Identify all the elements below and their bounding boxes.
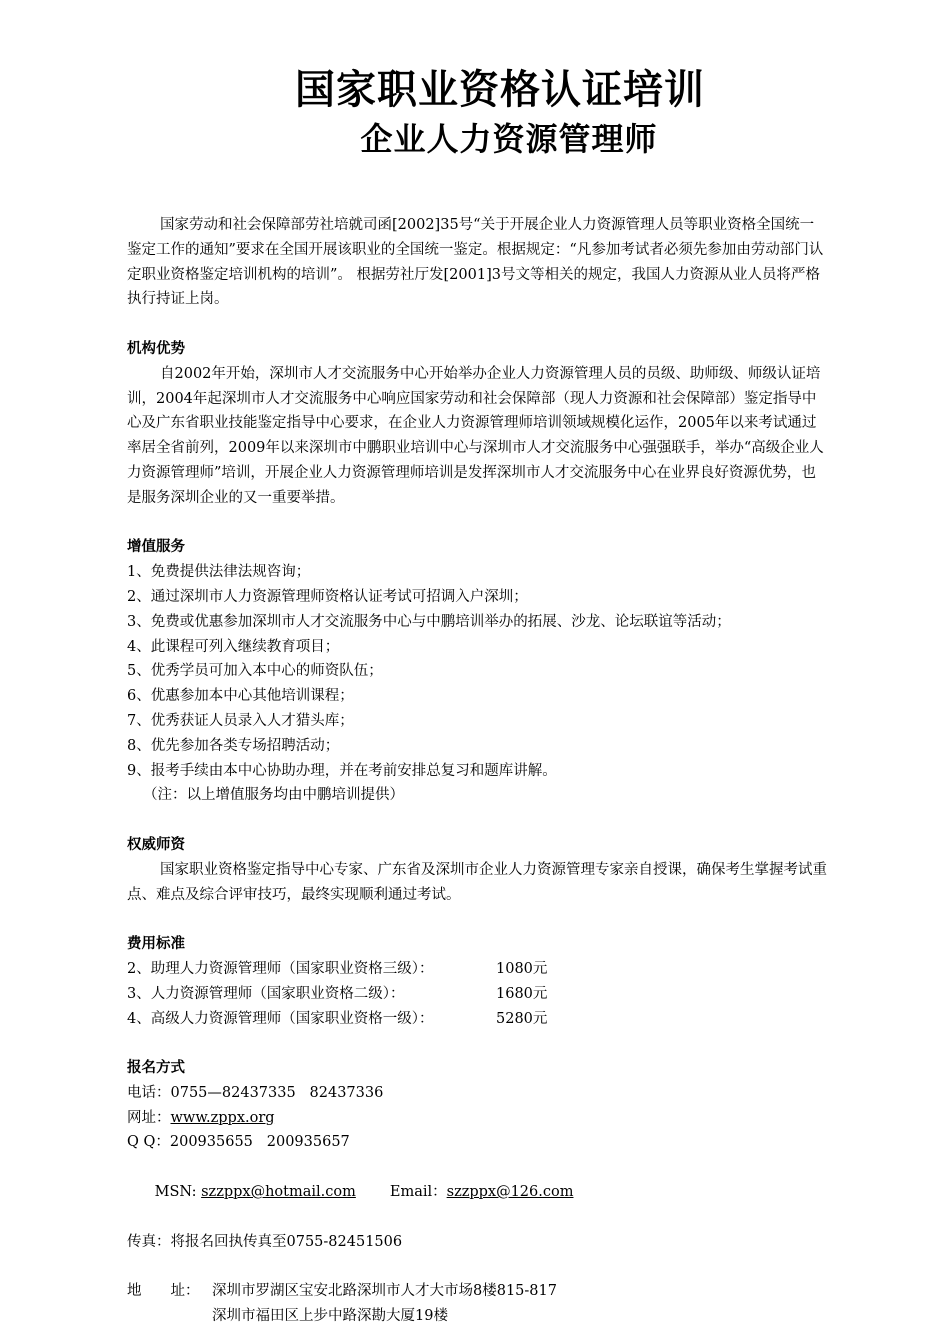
advantage-heading: 机构优势 — [127, 340, 185, 357]
fee-name: 2、助理人力资源管理师（国家职业资格三级）： — [127, 960, 434, 977]
address-line-1: 深圳市罗湖区宝安北路深圳市人才大市场8楼815-817 — [212, 1283, 557, 1300]
teachers-paragraph: 国家职业资格鉴定指导中心专家、广东省及深圳市企业人力资源管理专家亲自授课，确保考生掌握考试重点、难点及综合评审技巧，最终实现顺利通过考试。 — [127, 861, 827, 903]
address-label: 地 址： — [127, 1283, 200, 1300]
contact-qq: Q Q：200935655 200935657 — [127, 1134, 350, 1151]
web-label: 网址： — [127, 1109, 171, 1126]
fee-row — [127, 1007, 827, 1032]
website-link[interactable]: www.zppx.org — [170, 1109, 275, 1126]
services-heading: 增值服务 — [127, 539, 185, 556]
list-item: 2、通过深圳市人力资源管理师资格认证考试可招调入户深圳； — [127, 588, 528, 605]
list-item: 6、优惠参加本中心其他培训课程； — [127, 688, 354, 705]
intro-paragraph: 国家劳动和社会保障部劳社培就司函[2002]35号“关于开展企业人力资源管理人员等职业资格全国统一鉴定工作的通知”要求在全国开展该职业的全国统一鉴定。根据规定：“凡参加考试者必须先参加由劳动部门认定职业资格鉴定培训机构的培训”。 根据劳社厅发[2001]3号文等相关的规定，我国人力资源从业人员将严格执行持证上岗。 — [127, 217, 824, 308]
address-line-2: 深圳市福田区上步中路深勘大厦19楼 — [212, 1308, 448, 1325]
fee-row — [127, 957, 827, 982]
fee-name: 3、人力资源管理师（国家职业资格二级）： — [127, 985, 405, 1002]
services-note: （注：以上增值服务均由中鹏培训提供） — [143, 787, 404, 804]
teachers-heading: 权威师资 — [127, 836, 185, 853]
fee-price: 1680元 — [496, 985, 548, 1002]
contact-phone: 电话：0755—82437335 82437336 — [127, 1084, 384, 1101]
fee-name: 4、高级人力资源管理师（国家职业资格一级）： — [127, 1010, 434, 1027]
list-item: 8、优先参加各类专场招聘活动； — [127, 737, 340, 754]
fee-price: 1080元 — [496, 960, 548, 977]
address-row — [127, 1279, 827, 1304]
list-item: 7、优秀获证人员录入人才猎头库； — [127, 712, 354, 729]
list-item: 5、优秀学员可加入本中心的师资队伍； — [127, 663, 383, 680]
contact-fax: 传真：将报名回执传真至0755-82451506 — [127, 1233, 403, 1250]
document-body — [127, 213, 827, 1329]
list-item: 9、报考手续由本中心协助办理，并在考前安排总复习和题库讲解。 — [127, 762, 557, 779]
msn-link[interactable]: szzppx@hotmail.com — [201, 1184, 356, 1201]
msn-label: MSN: — [154, 1184, 202, 1201]
advantage-paragraph: 自2002年开始，深圳市人才交流服务中心开始举办企业人力资源管理人员的员级、助师级、师级认证培训，2004年起深圳市人才交流服务中心响应国家劳动和社会保障部（现人力资源和社会保障部）鉴定指导中心及广东省职业技能鉴定指导中心要求，在企业人力资源管理师培训领域规模化运作，2005年以来考试通过率居全省前列，2009年以来深圳市中鹏职业培训中心与深圳市人才交流服务中心强强联手，举办“高级企业人力资源管理师”培训，开展企业人力资源管理师培训是发挥深圳市人才交流服务中心在业界良好资源优势，也是服务深圳企业的又一重要举措。 — [127, 365, 824, 506]
document-title: 国家职业资格认证培训 — [295, 67, 705, 113]
fees-heading: 费用标准 — [127, 936, 185, 953]
list-item: 3、免费或优惠参加深圳市人才交流服务中心与中鹏培训举办的拓展、沙龙、论坛联谊等活动； — [127, 613, 731, 630]
list-item: 1、免费提供法律法规咨询； — [127, 564, 311, 581]
document-subtitle: 企业人力资源管理师 — [360, 120, 658, 158]
fee-price: 5280元 — [496, 1010, 548, 1027]
contact-heading: 报名方式 — [127, 1060, 185, 1077]
address-row — [127, 1304, 827, 1329]
email-link[interactable]: szzppx@126.com — [446, 1184, 574, 1201]
list-item: 4、此课程可列入继续教育项目； — [127, 638, 340, 655]
email-label: Email： — [389, 1184, 447, 1201]
fee-row — [127, 982, 827, 1007]
